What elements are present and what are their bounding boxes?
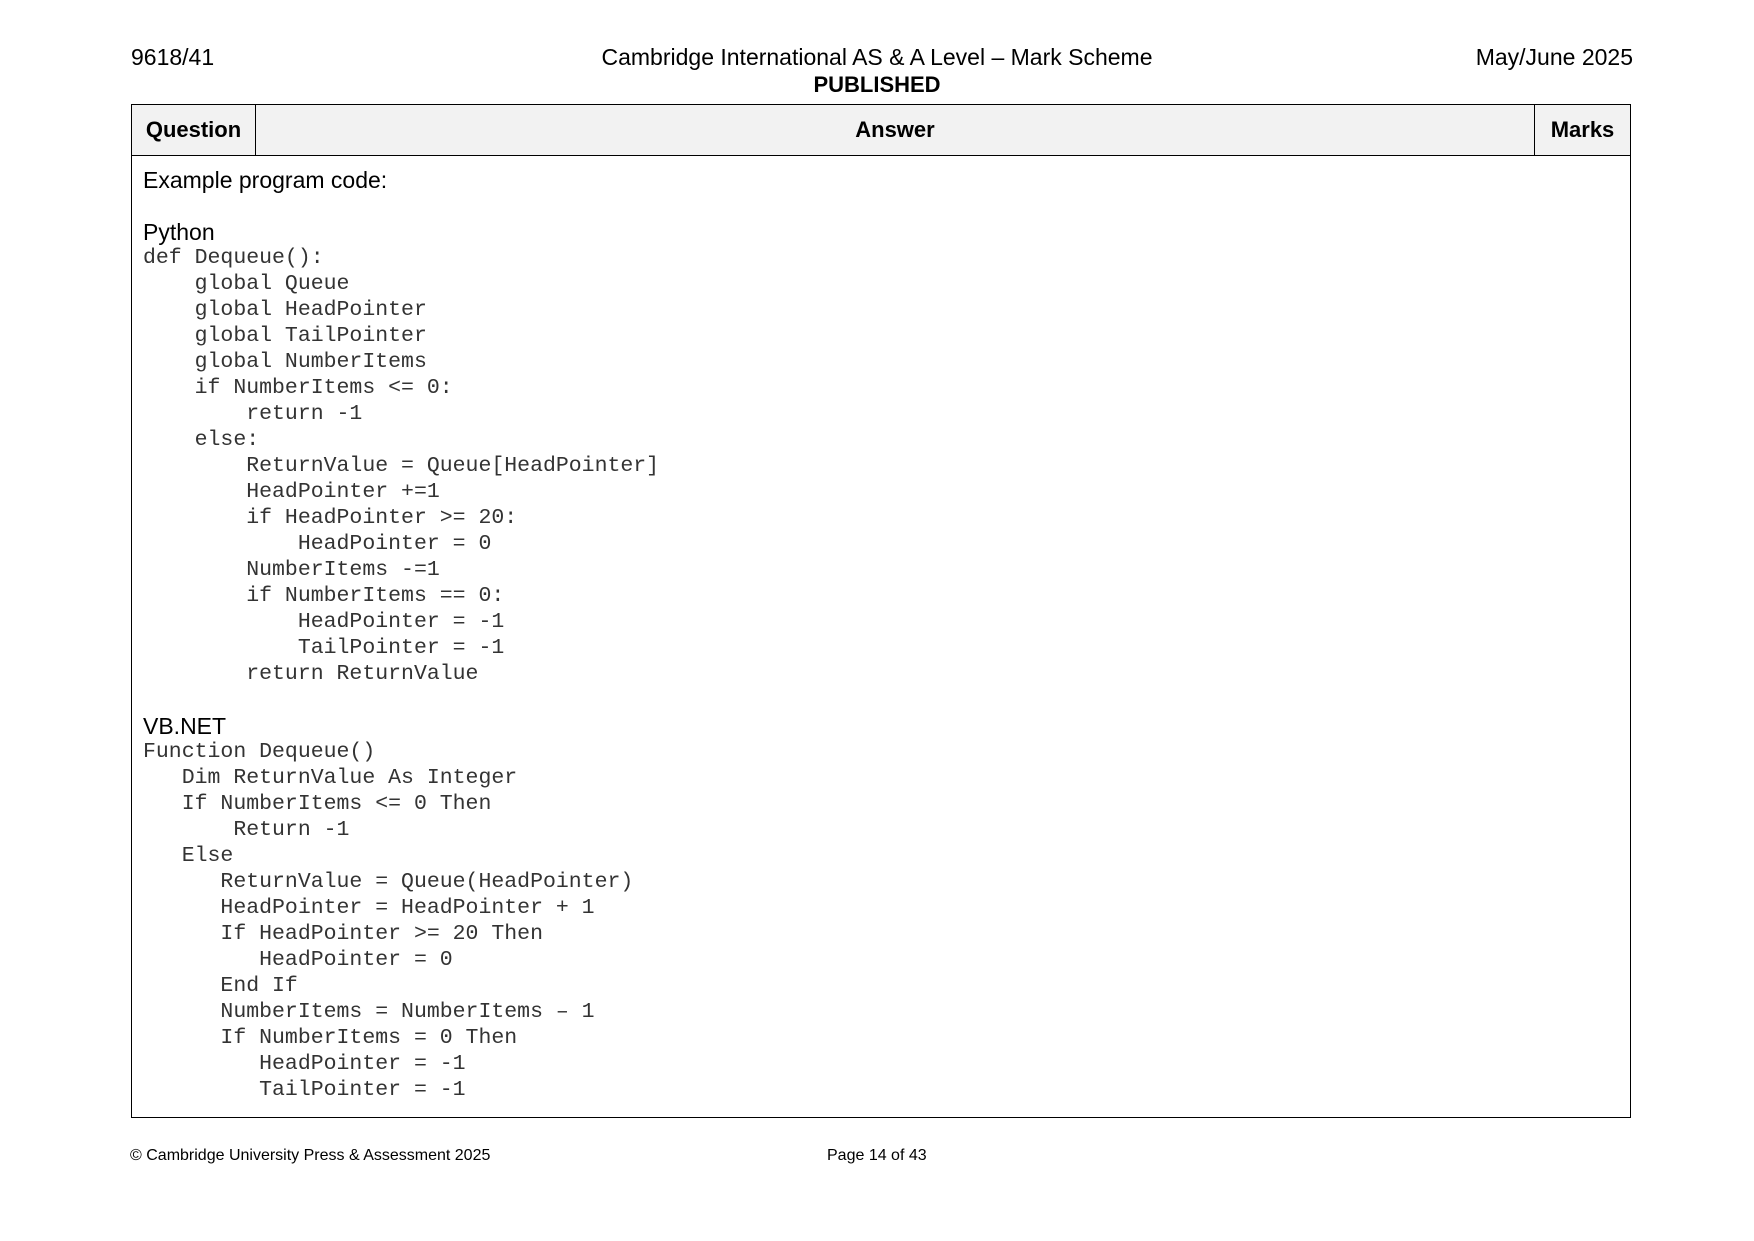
copyright-notice: © Cambridge University Press & Assessment 2025 bbox=[130, 1147, 491, 1164]
published-label: PUBLISHED bbox=[813, 72, 941, 97]
answer-cell bbox=[143, 167, 1620, 1103]
paper-code: 9618/41 bbox=[131, 44, 215, 70]
intro-text: Example program code: bbox=[143, 167, 388, 193]
python-heading: Python bbox=[143, 219, 215, 245]
mark-scheme-table bbox=[131, 104, 1631, 1118]
table-header-row bbox=[132, 105, 1630, 156]
marks-column-header: Marks bbox=[1550, 117, 1615, 142]
vbnet-heading: VB.NET bbox=[143, 713, 227, 739]
document-title: Cambridge International AS & A Level – Mark Scheme bbox=[601, 44, 1153, 70]
vbnet-code-block: Function Dequeue() Dim ReturnValue As Integer If NumberItems <= 0 Then Return -1 Else ReturnValue = Queue(HeadPointer) HeadPointer = HeadPointer + 1 If HeadPointer >= 20 Then HeadPointer = 0 End If NumberItems = NumberItems – 1 If NumberItems = 0 Then HeadPointer = -1 TailPointer = -1 bbox=[143, 740, 634, 1102]
python-code-block: def Dequeue(): global Queue global HeadPointer global TailPointer global NumberItems if NumberItems <= 0: return -1 else: ReturnValue = Queue[HeadPointer] HeadPointer +=1 if HeadPointer >= 20: HeadPointer = 0 NumberItems -=1 if NumberItems == 0: HeadPointer = -1 TailPointer = -1 return ReturnValue bbox=[143, 246, 660, 686]
page-number: Page 14 of 43 bbox=[827, 1147, 927, 1164]
answer-column-header: Answer bbox=[256, 105, 1535, 155]
exam-session: May/June 2025 bbox=[1475, 44, 1633, 70]
question-column-header: Question bbox=[132, 105, 256, 155]
